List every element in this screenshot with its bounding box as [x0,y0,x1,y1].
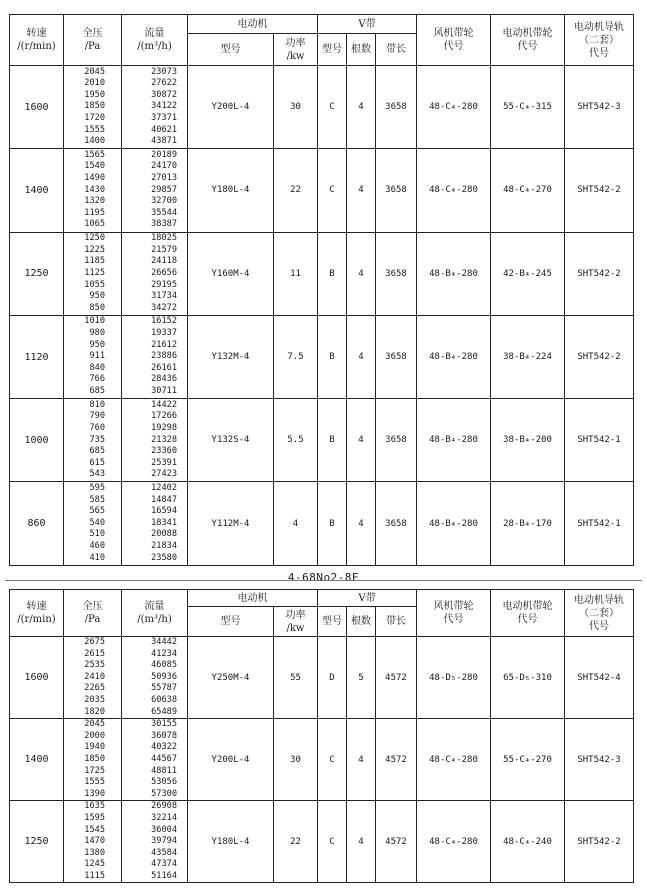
flow-value: 29857 [151,184,177,195]
flow-value: 34442 [151,637,177,647]
speed-cell: 1400 [10,149,64,232]
flow-value: 65489 [151,706,177,717]
belt-length-cell: 4572 [376,801,417,883]
table-row [10,637,634,719]
flow-value: 31734 [151,291,177,302]
flow-value: 36004 [151,824,177,835]
flow-cell [122,399,188,482]
belt-count-cell: 5 [347,637,376,719]
flow-value: 18025 [151,233,177,244]
motor-rail-cell: SHT542-2 [565,315,634,398]
flow-value: 17266 [151,411,177,422]
belt-length-cell: 4572 [376,637,417,719]
flow-value: 21834 [151,541,177,552]
flow-value: 51164 [151,870,177,881]
flow-value: 21579 [151,244,177,255]
spec-table-2 [9,589,634,883]
pressure-value: 735 [89,434,105,445]
table-row [10,66,634,149]
header-flow: 流量 /(m³/h) [122,590,188,637]
motor-rail-cell: SHT542-3 [565,66,634,149]
pressure-value: 2045 [84,719,105,730]
fan-pulley-cell: 48-C₄-280 [417,719,491,801]
pressure-value: 460 [89,541,105,552]
motor-model-cell: Y250M-4 [188,637,274,719]
flow-value: 19337 [151,328,177,339]
table-row [10,232,634,315]
flow-value: 30872 [151,89,177,100]
pressure-value: 595 [89,483,105,494]
belt-count-cell: 4 [347,66,376,149]
header-motor-rail: 电动机导轨 （二套） 代号 [565,15,634,66]
pressure-value: 1555 [84,124,105,135]
pressure-value: 2615 [84,648,105,659]
flow-value: 19298 [151,422,177,433]
belt-type-cell: B [318,232,347,315]
pressure-cell [64,232,122,315]
flow-value: 50936 [151,671,177,682]
flow-value: 43871 [151,136,177,147]
header-motor-model: 型号 [188,34,274,66]
motor-power-cell: 30 [274,719,318,801]
belt-count-cell: 4 [347,315,376,398]
motor-rail-cell: SHT542-4 [565,637,634,719]
flow-value: 36078 [151,730,177,741]
motor-rail-cell: SHT542-1 [565,482,634,565]
pressure-value: 543 [89,469,105,480]
pressure-value: 685 [89,386,105,397]
pressure-value: 1545 [84,824,105,835]
header-belt-length: 带长 [376,34,417,66]
belt-type-cell: B [318,482,347,565]
flow-cell [122,801,188,883]
flow-value: 24118 [151,256,177,267]
fan-pulley-cell: 48-B₄-280 [417,315,491,398]
header-belt-type: 型号 [318,607,347,637]
flow-value: 16152 [151,316,177,327]
pressure-value: 1245 [84,859,105,870]
speed-cell: 1600 [10,66,64,149]
flow-value: 16594 [151,506,177,517]
pressure-value: 1470 [84,836,105,847]
motor-power-cell: 7.5 [274,315,318,398]
section-divider [5,580,642,581]
belt-type-cell: B [318,315,347,398]
speed-cell: 1600 [10,637,64,719]
table-row [10,149,634,232]
flow-value: 34122 [151,101,177,112]
speed-cell: 1250 [10,232,64,315]
flow-value: 29195 [151,279,177,290]
belt-type-cell: C [318,66,347,149]
pressure-value: 1565 [84,149,105,160]
header-vbelt: V带 [318,590,417,607]
header-motor-power: 功率 /kw [274,607,318,637]
header-belt-length: 带长 [376,607,417,637]
flow-cell [122,482,188,565]
flow-cell [122,315,188,398]
flow-value: 40322 [151,742,177,753]
flow-cell [122,719,188,801]
pressure-value: 1390 [84,788,105,799]
header-belt-count: 根数 [347,34,376,66]
pressure-value: 1320 [84,196,105,207]
flow-value: 20189 [151,149,177,160]
motor-model-cell: Y180L-4 [188,149,274,232]
flow-value: 18341 [151,517,177,528]
flow-value: 27622 [151,78,177,89]
flow-value: 40621 [151,124,177,135]
header-motor-model: 型号 [188,607,274,637]
flow-cell [122,232,188,315]
pressure-value: 2010 [84,78,105,89]
motor-model-cell: Y132S-4 [188,399,274,482]
fan-pulley-cell: 48-B₄-280 [417,399,491,482]
flow-value: 30711 [151,386,177,397]
pressure-value: 810 [89,399,105,410]
pressure-value: 1065 [84,219,105,230]
motor-rail-cell: SHT542-2 [565,801,634,883]
speed-cell: 1400 [10,719,64,801]
motor-rail-cell: SHT542-2 [565,232,634,315]
flow-value: 23360 [151,446,177,457]
motor-power-cell: 22 [274,801,318,883]
belt-count-cell: 4 [347,399,376,482]
flow-value: 43584 [151,847,177,858]
pressure-cell [64,482,122,565]
flow-value: 48811 [151,765,177,776]
flow-value: 12402 [151,483,177,494]
flow-value: 46085 [151,660,177,671]
pressure-value: 585 [89,494,105,505]
motor-model-cell: Y160M-4 [188,232,274,315]
motor-power-cell: 22 [274,149,318,232]
pressure-value: 1555 [84,777,105,788]
flow-value: 21612 [151,339,177,350]
belt-length-cell: 3658 [376,315,417,398]
header-speed: 转速 /(r/min) [10,15,64,66]
pressure-value: 1185 [84,256,105,267]
flow-value: 25391 [151,457,177,468]
pressure-value: 2000 [84,730,105,741]
belt-count-cell: 4 [347,149,376,232]
pressure-value: 840 [89,362,105,373]
table-row [10,482,634,565]
pressure-value: 1055 [84,279,105,290]
pressure-value: 1125 [84,267,105,278]
flow-value: 53056 [151,777,177,788]
pressure-value: 760 [89,422,105,433]
motor-power-cell: 4 [274,482,318,565]
motor-pulley-cell: 65-D₅-310 [491,637,565,719]
flow-value: 23580 [151,552,177,563]
pressure-value: 766 [89,374,105,385]
belt-count-cell: 4 [347,719,376,801]
header-flow: 流量 /(m³/h) [122,15,188,66]
speed-cell: 1250 [10,801,64,883]
motor-pulley-cell: 38-B₄-200 [491,399,565,482]
pressure-value: 540 [89,517,105,528]
table-row [10,315,634,398]
flow-value: 44567 [151,753,177,764]
header-motor-pulley: 电动机带轮 代号 [491,590,565,637]
pressure-value: 1595 [84,812,105,823]
pressure-value: 1195 [84,207,105,218]
pressure-cell [64,801,122,883]
belt-length-cell: 3658 [376,399,417,482]
flow-value: 23886 [151,351,177,362]
motor-model-cell: Y200L-4 [188,66,274,149]
motor-model-cell: Y180L-4 [188,801,274,883]
flow-cell [122,66,188,149]
motor-power-cell: 5.5 [274,399,318,482]
header-vbelt: V带 [318,15,417,34]
motor-power-cell: 30 [274,66,318,149]
flow-value: 14422 [151,399,177,410]
pressure-value: 565 [89,506,105,517]
pressure-value: 2035 [84,694,105,705]
fan-pulley-cell: 48-C₄-280 [417,149,491,232]
flow-value: 34272 [151,302,177,313]
motor-pulley-cell: 38-B₄-224 [491,315,565,398]
flow-value: 57300 [151,788,177,799]
pressure-value: 1010 [84,316,105,327]
pressure-value: 850 [89,302,105,313]
pressure-value: 911 [89,351,105,362]
flow-value: 41234 [151,648,177,659]
flow-value: 26908 [151,801,177,812]
pressure-value: 2045 [84,66,105,77]
table-row [10,801,634,883]
header-speed: 转速 /(r/min) [10,590,64,637]
header-fan-pulley: 风机带轮 代号 [417,590,491,637]
pressure-value: 2410 [84,671,105,682]
pressure-value: 1540 [84,161,105,172]
flow-value: 14847 [151,494,177,505]
pressure-value: 950 [89,339,105,350]
pressure-value: 2535 [84,660,105,671]
motor-rail-cell: SHT542-2 [565,149,634,232]
motor-power-cell: 11 [274,232,318,315]
section-title: 4-68No2-8E [287,571,360,584]
pressure-value: 615 [89,457,105,468]
flow-value: 26161 [151,362,177,373]
speed-cell: 1120 [10,315,64,398]
pressure-cell [64,719,122,801]
pressure-cell [64,66,122,149]
flow-value: 23073 [151,66,177,77]
pressure-value: 1720 [84,112,105,123]
motor-pulley-cell: 55-C₄-270 [491,719,565,801]
pressure-value: 950 [89,291,105,302]
belt-type-cell: C [318,719,347,801]
pressure-cell [64,315,122,398]
belt-type-cell: D [318,637,347,719]
pressure-value: 2265 [84,683,105,694]
flow-value: 55787 [151,683,177,694]
belt-count-cell: 4 [347,482,376,565]
flow-value: 39794 [151,836,177,847]
pressure-value: 2675 [84,637,105,647]
flow-value: 21328 [151,434,177,445]
belt-length-cell: 4572 [376,719,417,801]
pressure-value: 1400 [84,136,105,147]
fan-pulley-cell: 48-B₄-280 [417,232,491,315]
pressure-value: 685 [89,446,105,457]
pressure-value: 1430 [84,184,105,195]
flow-value: 20088 [151,529,177,540]
flow-cell [122,637,188,719]
motor-pulley-cell: 48-C₄-240 [491,801,565,883]
belt-type-cell: C [318,149,347,232]
pressure-value: 980 [89,328,105,339]
header-motor: 电动机 [188,15,318,34]
motor-pulley-cell: 48-C₄-270 [491,149,565,232]
belt-type-cell: B [318,399,347,482]
motor-power-cell: 55 [274,637,318,719]
header-belt-type: 型号 [318,34,347,66]
pressure-value: 1850 [84,753,105,764]
pressure-cell [64,399,122,482]
pressure-cell [64,149,122,232]
belt-type-cell: C [318,801,347,883]
header-fan-pulley: 风机带轮 代号 [417,15,491,66]
flow-value: 32700 [151,196,177,207]
fan-pulley-cell: 48-B₄-280 [417,482,491,565]
header-pressure: 全压 /Pa [64,15,122,66]
header-belt-count: 根数 [347,607,376,637]
pressure-value: 1225 [84,244,105,255]
spec-table-1 [9,14,634,566]
pressure-value: 1820 [84,706,105,717]
flow-value: 60638 [151,694,177,705]
motor-pulley-cell: 28-B₄-170 [491,482,565,565]
table-row [10,719,634,801]
motor-pulley-cell: 42-B₄-245 [491,232,565,315]
flow-value: 30155 [151,719,177,730]
motor-model-cell: Y200L-4 [188,719,274,801]
pressure-value: 1725 [84,765,105,776]
flow-value: 27013 [151,173,177,184]
pressure-value: 1490 [84,173,105,184]
pressure-value: 1635 [84,801,105,812]
motor-rail-cell: SHT542-1 [565,399,634,482]
pressure-value: 1940 [84,742,105,753]
belt-length-cell: 3658 [376,232,417,315]
header-pressure: 全压 /Pa [64,590,122,637]
pressure-value: 510 [89,529,105,540]
speed-cell: 1000 [10,399,64,482]
motor-model-cell: Y132M-4 [188,315,274,398]
flow-cell [122,149,188,232]
pressure-value: 1950 [84,89,105,100]
pressure-cell [64,637,122,719]
pressure-value: 1850 [84,101,105,112]
belt-length-cell: 3658 [376,66,417,149]
header-motor: 电动机 [188,590,318,607]
flow-value: 28436 [151,374,177,385]
flow-value: 27423 [151,469,177,480]
flow-value: 35544 [151,207,177,218]
motor-pulley-cell: 55-C₄-315 [491,66,565,149]
fan-pulley-cell: 48-C₄-280 [417,801,491,883]
speed-cell: 860 [10,482,64,565]
belt-length-cell: 3658 [376,149,417,232]
belt-count-cell: 4 [347,232,376,315]
belt-count-cell: 4 [347,801,376,883]
header-motor-pulley: 电动机带轮 代号 [491,15,565,66]
pressure-value: 1250 [84,233,105,244]
table-row [10,399,634,482]
pressure-value: 1115 [84,870,105,881]
header-motor-power: 功率 /kw [274,34,318,66]
flow-value: 38387 [151,219,177,230]
pressure-value: 1380 [84,847,105,858]
fan-pulley-cell: 48-D₅-280 [417,637,491,719]
flow-value: 37371 [151,112,177,123]
pressure-value: 410 [89,552,105,563]
fan-pulley-cell: 48-C₄-280 [417,66,491,149]
pressure-value: 790 [89,411,105,422]
header-motor-rail: 电动机导轨 （二套） 代号 [565,590,634,637]
motor-model-cell: Y112M-4 [188,482,274,565]
flow-value: 26656 [151,267,177,278]
belt-length-cell: 3658 [376,482,417,565]
flow-value: 47374 [151,859,177,870]
motor-rail-cell: SHT542-3 [565,719,634,801]
flow-value: 24170 [151,161,177,172]
flow-value: 32214 [151,812,177,823]
